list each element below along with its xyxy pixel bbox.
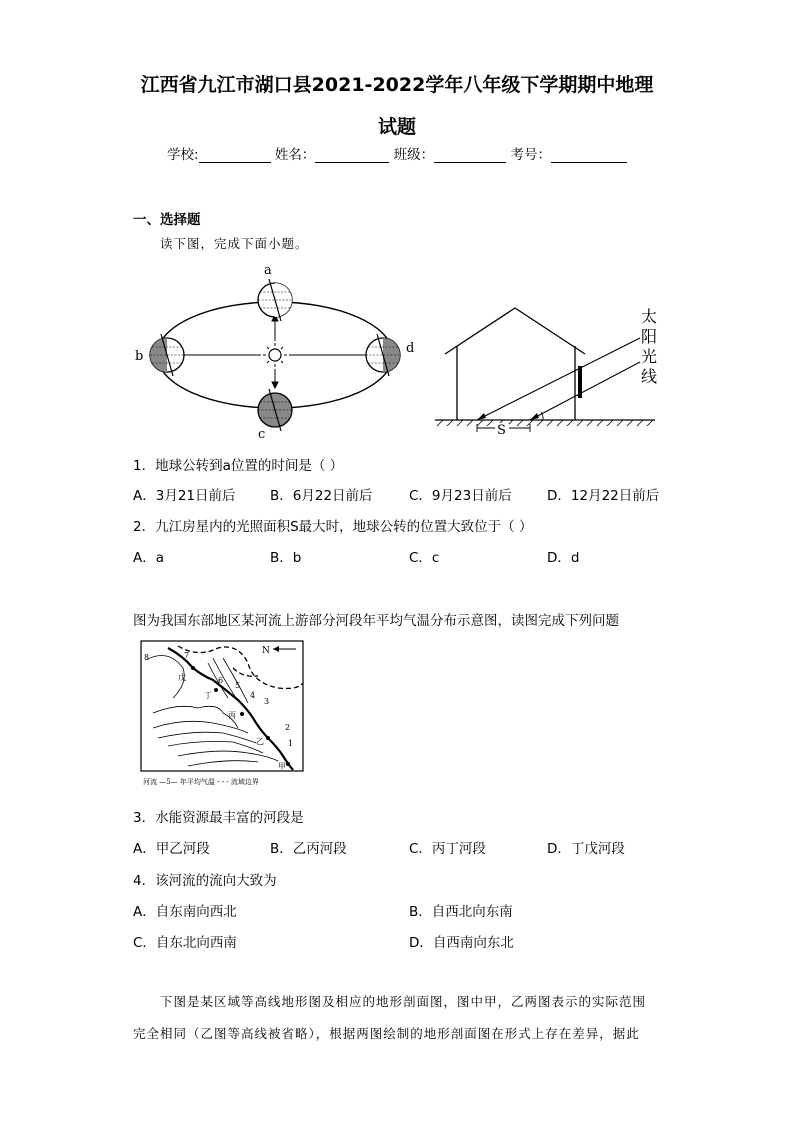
svg-text:c: c bbox=[258, 427, 266, 440]
q3-option-c[interactable]: C．丙丁河段 bbox=[409, 841, 486, 857]
svg-text:8: 8 bbox=[144, 653, 150, 662]
sun-ray-label: 太阳光线 bbox=[641, 307, 658, 386]
intro-text-2: 图为我国东部地区某河流上游部分河段年平均气温分布示意图，读图完成下列问题 bbox=[133, 613, 619, 629]
earth-b-icon bbox=[150, 334, 184, 376]
page-title: 江西省九江市湖口县2021-2022学年八年级下学期期中地理 bbox=[140, 74, 654, 96]
svg-text:丙: 丙 bbox=[228, 711, 236, 720]
earth-a-icon bbox=[258, 279, 292, 321]
intro-text-3-line2: 完全相同（乙图等高线被省略），根据两图绘制的地形剖面图在形式上存在差异，据此 bbox=[133, 1026, 640, 1041]
svg-text:a: a bbox=[264, 263, 272, 278]
intro-text-3-line1: 下图是某区域等高线地形图及相应的地形剖面图，图中甲，乙两图表示的实际范围 bbox=[160, 994, 647, 1009]
q2-stem: 2．九江房星内的光照面积S最大时，地球公转的位置大致位于（ ） bbox=[133, 519, 533, 535]
q4-option-a[interactable]: A．自东南向西北 bbox=[133, 904, 237, 920]
q2-option-d[interactable]: D．d bbox=[547, 550, 580, 566]
q3-option-d[interactable]: D．丁戊河段 bbox=[547, 841, 625, 857]
earth-c-icon bbox=[258, 389, 292, 431]
q4-option-d[interactable]: D．自西南向东北 bbox=[409, 935, 514, 951]
svg-text:b: b bbox=[135, 349, 144, 364]
river-isotherm-map bbox=[138, 638, 308, 788]
q1-option-b[interactable]: B．6月22日前后 bbox=[270, 488, 373, 504]
svg-text:5: 5 bbox=[235, 681, 241, 690]
page-title-line2: 试题 bbox=[377, 116, 416, 138]
q2-option-c[interactable]: C．c bbox=[409, 550, 440, 566]
intro-text-1: 读下图，完成下面小题。 bbox=[160, 236, 309, 251]
section-heading: 一、选择题 bbox=[133, 212, 201, 228]
s-label: S bbox=[497, 423, 506, 438]
exam-no-blank[interactable] bbox=[551, 148, 627, 163]
q1-stem: 1．地球公转到a位置的时间是（ ） bbox=[133, 458, 344, 474]
q1-option-a[interactable]: A．3月21日前后 bbox=[133, 488, 236, 504]
q2-option-b[interactable]: B．b bbox=[270, 550, 302, 566]
q2-option-a[interactable]: A．a bbox=[133, 550, 165, 566]
map-legend: 河流 —5— 年平均气温 - - - 流域边界 bbox=[143, 778, 259, 786]
q3-option-a[interactable]: A．甲乙河段 bbox=[133, 841, 210, 857]
svg-text:d: d bbox=[406, 341, 415, 356]
svg-text:7: 7 bbox=[184, 651, 190, 660]
house-sunlight-diagram bbox=[435, 300, 665, 445]
earth-d-icon bbox=[366, 334, 400, 376]
svg-text:3: 3 bbox=[264, 697, 270, 706]
student-info-line bbox=[0, 143, 794, 163]
svg-text:6: 6 bbox=[218, 676, 224, 685]
svg-text:4: 4 bbox=[250, 691, 256, 700]
svg-text:1: 1 bbox=[288, 739, 294, 748]
school-blank[interactable] bbox=[199, 148, 271, 163]
q1-option-c[interactable]: C．9月23日前后 bbox=[409, 488, 512, 504]
q1-option-d[interactable]: D．12月22日前后 bbox=[547, 488, 660, 504]
svg-text:2: 2 bbox=[285, 723, 291, 732]
svg-text:戊: 戊 bbox=[178, 673, 186, 682]
svg-text:乙: 乙 bbox=[256, 737, 264, 746]
earth-orbit-diagram bbox=[130, 260, 420, 440]
q4-option-b[interactable]: B．自西北向东南 bbox=[409, 904, 513, 920]
q3-option-b[interactable]: B．乙丙河段 bbox=[270, 841, 347, 857]
exam-no-label: 考号： bbox=[510, 147, 551, 163]
q3-stem: 3．水能资源最丰富的河段是 bbox=[133, 810, 304, 826]
name-label: 姓名： bbox=[274, 147, 316, 163]
sun-icon bbox=[263, 343, 287, 367]
svg-text:丁: 丁 bbox=[204, 691, 212, 700]
q4-option-c[interactable]: C．自东北向西南 bbox=[133, 935, 237, 951]
school-label: 学校: bbox=[167, 147, 199, 163]
name-blank[interactable] bbox=[315, 148, 389, 163]
svg-text:甲: 甲 bbox=[278, 762, 286, 771]
north-label: N bbox=[262, 646, 270, 656]
q4-stem: 4．该河流的流向大致为 bbox=[133, 873, 277, 889]
class-label: 班级： bbox=[393, 147, 435, 163]
class-blank[interactable] bbox=[434, 148, 506, 163]
